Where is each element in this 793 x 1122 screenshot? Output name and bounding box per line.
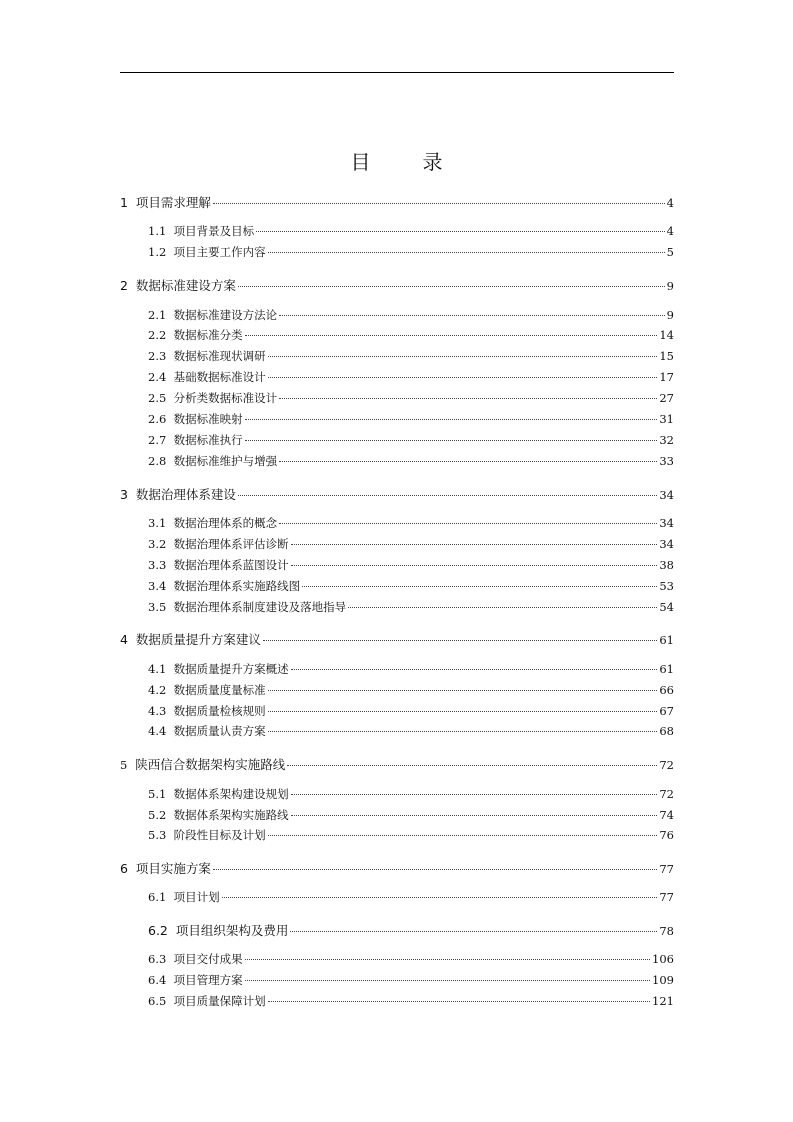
toc-entry-number: 2.1 (148, 308, 167, 322)
toc-entry-page: 61 (659, 662, 674, 676)
toc-entry-page: 67 (659, 704, 674, 718)
toc-entry-title: 数据标准执行 (173, 433, 243, 447)
toc-entry-number: 5.2 (148, 808, 167, 822)
dot-leader (268, 835, 658, 836)
dot-leader (263, 640, 657, 641)
toc-entry[interactable] (120, 193, 674, 211)
toc-entry-page: 121 (652, 994, 674, 1008)
dot-leader (348, 607, 657, 608)
dot-leader (279, 398, 657, 399)
dot-leader (287, 765, 657, 766)
toc-title: 目 录 (350, 150, 459, 174)
toc-entry[interactable] (148, 244, 674, 260)
dot-leader (213, 203, 665, 204)
toc-entry-page: 9 (666, 279, 674, 293)
toc-entry-page: 9 (666, 308, 674, 322)
toc-entry-title: 陕西信合数据架构实施路线 (135, 757, 286, 772)
toc-entry-page: 78 (659, 924, 674, 938)
toc-entry-number: 2.5 (148, 391, 167, 405)
toc-entry-number: 3.3 (148, 558, 167, 572)
toc-entry-title: 数据标准建设方法论 (173, 308, 278, 322)
toc-entry-page: 34 (659, 537, 674, 551)
toc-entry-title: 数据治理体系实施路线图 (173, 579, 301, 593)
header-rule (120, 72, 674, 73)
toc-entry-number: 5.3 (148, 828, 167, 842)
toc-entry-page: 33 (659, 454, 674, 468)
toc-entry-page: 76 (659, 828, 674, 842)
toc-entry-title: 项目管理方案 (173, 973, 243, 987)
toc-entry[interactable] (148, 515, 674, 531)
toc-entry-title: 数据标准维护与增强 (173, 454, 278, 468)
toc-entry-page: 109 (652, 973, 674, 987)
toc-entry-number: 2.6 (148, 412, 167, 426)
dot-leader (279, 315, 665, 316)
toc-entry-title: 数据质量认责方案 (173, 724, 266, 738)
dot-leader (291, 794, 658, 795)
toc-entry[interactable] (120, 485, 674, 503)
toc-entry-title: 项目计划 (173, 890, 220, 904)
toc-entry[interactable] (148, 369, 674, 385)
toc-entry-page: 66 (659, 683, 674, 697)
toc-entry-number: 1 (120, 195, 128, 210)
dot-leader (290, 931, 657, 932)
toc-entry-page: 54 (659, 600, 674, 614)
toc-entry-page: 61 (659, 633, 674, 647)
dot-leader (279, 523, 657, 524)
toc-entry[interactable] (148, 993, 674, 1009)
toc-entry-number: 2.8 (148, 454, 167, 468)
toc-entry-number: 2.4 (148, 370, 167, 384)
toc-entry-number: 6 (120, 861, 128, 876)
dot-leader (256, 231, 665, 232)
toc-entry-number: 3 (120, 487, 128, 502)
toc-entry-page: 106 (652, 952, 674, 966)
toc-entry[interactable] (148, 411, 674, 427)
toc-entry-number: 3.1 (148, 516, 167, 530)
dot-leader (291, 544, 658, 545)
toc-entry[interactable] (148, 703, 674, 719)
toc-entry-page: 38 (659, 558, 674, 572)
dot-leader (238, 495, 657, 496)
toc-entry-page: 14 (659, 328, 674, 342)
toc-entry-number: 4.1 (148, 662, 167, 676)
toc-entry-title: 数据标准映射 (173, 412, 243, 426)
toc-entry-title: 数据标准现状调研 (173, 349, 266, 363)
toc-entry[interactable] (148, 682, 674, 698)
toc-entry[interactable] (148, 889, 674, 905)
toc-entry[interactable] (148, 432, 674, 448)
dot-leader (291, 669, 658, 670)
toc-entry-page: 72 (659, 758, 674, 772)
toc-entry[interactable] (148, 223, 674, 239)
dot-leader (238, 286, 665, 287)
dot-leader (268, 252, 665, 253)
toc-entry-title: 项目需求理解 (135, 195, 211, 210)
toc-entry-title: 数据治理体系评估诊断 (173, 537, 289, 551)
toc-entry-number: 4 (120, 632, 128, 647)
toc-entry-page: 5 (666, 245, 674, 259)
toc-entry-number: 3.4 (148, 579, 167, 593)
toc-entry-page: 53 (659, 579, 674, 593)
toc-entry[interactable] (120, 630, 674, 648)
toc-entry-number: 6.1 (148, 890, 167, 904)
toc-entry-number: 6.4 (148, 973, 167, 987)
toc-entry[interactable] (148, 327, 674, 343)
toc-entry-page: 34 (659, 488, 674, 502)
toc-entry[interactable] (120, 859, 674, 877)
dot-leader (245, 419, 658, 420)
toc-entry-page: 4 (666, 224, 674, 238)
toc-entry[interactable] (148, 972, 674, 988)
toc-entry-title: 项目交付成果 (173, 952, 243, 966)
toc-entry-title: 数据质量检核规则 (173, 704, 266, 718)
toc-entry-title: 数据体系架构建设规划 (173, 787, 289, 801)
dot-leader (245, 980, 650, 981)
toc-entry-title: 项目实施方案 (135, 861, 211, 876)
toc-entry-page: 31 (659, 412, 674, 426)
toc-entry-page: 77 (659, 862, 674, 876)
toc-entry[interactable] (148, 348, 674, 364)
toc-entry-number: 6.2 (148, 923, 168, 938)
dot-leader (291, 565, 658, 566)
toc-entry-page: 4 (666, 196, 674, 210)
toc-entry-title: 项目组织架构及费用 (175, 923, 289, 938)
dot-leader (245, 440, 658, 441)
toc-entry-title: 项目背景及目标 (173, 224, 255, 238)
dot-leader (245, 335, 658, 336)
toc-entry-number: 2.7 (148, 433, 167, 447)
toc-entry-page: 15 (659, 349, 674, 363)
toc-entry[interactable] (148, 723, 674, 739)
toc-entry[interactable] (148, 390, 674, 406)
toc-entry-page: 74 (659, 808, 674, 822)
toc-entry[interactable] (120, 755, 674, 773)
dot-leader (268, 1001, 650, 1002)
toc-entry[interactable] (148, 807, 674, 823)
dot-leader (222, 897, 658, 898)
toc-entry-page: 77 (659, 890, 674, 904)
toc-entry[interactable] (148, 786, 674, 802)
toc-entry-page: 34 (659, 516, 674, 530)
toc-entry-title: 基础数据标准设计 (173, 370, 266, 384)
toc-entry-title: 数据质量提升方案建议 (135, 632, 261, 647)
toc-entry-title: 数据治理体系制度建设及落地指导 (173, 600, 347, 614)
toc-entry-title: 项目质量保障计划 (173, 994, 266, 1008)
toc-entry-number: 1.2 (148, 245, 167, 259)
toc-entry-page: 17 (659, 370, 674, 384)
toc-entry[interactable] (148, 921, 674, 939)
dot-leader (268, 356, 658, 357)
dot-leader (268, 731, 658, 732)
dot-leader (291, 815, 658, 816)
toc-entry-title: 分析类数据标准设计 (173, 391, 278, 405)
toc-entry-title: 数据治理体系建设 (135, 487, 236, 502)
toc-entry[interactable] (148, 307, 674, 323)
toc-entry-title: 数据治理体系蓝图设计 (173, 558, 289, 572)
toc-entry-number: 2.2 (148, 328, 167, 342)
toc-entry-title: 阶段性目标及计划 (173, 828, 266, 842)
dot-leader (279, 461, 657, 462)
toc-entry-title: 项目主要工作内容 (173, 245, 266, 259)
toc-entry-number: 2.3 (148, 349, 167, 363)
dot-leader (302, 586, 657, 587)
dot-leader (245, 959, 650, 960)
toc-entry-number: 5 (120, 758, 128, 772)
toc-entry-number: 6.5 (148, 994, 167, 1008)
toc-entry[interactable] (148, 557, 674, 573)
toc-entry-number: 6.3 (148, 952, 167, 966)
toc-entry-number: 4.3 (148, 704, 167, 718)
toc-entry-number: 3.2 (148, 537, 167, 551)
toc-entry-title: 数据体系架构实施路线 (173, 808, 289, 822)
toc-entry-title: 数据质量提升方案概述 (173, 662, 289, 676)
dot-leader (268, 690, 658, 691)
toc-entry-page: 72 (659, 787, 674, 801)
toc-entry-page: 68 (659, 724, 674, 738)
toc-entry[interactable] (148, 599, 674, 615)
dot-leader (268, 711, 658, 712)
toc-entry[interactable] (148, 951, 674, 967)
toc-entry-number: 4.2 (148, 683, 167, 697)
toc-entry-title: 数据治理体系的概念 (173, 516, 278, 530)
toc-entry[interactable] (148, 661, 674, 677)
toc-entry-number: 5.1 (148, 787, 167, 801)
toc-entry-number: 1.1 (148, 224, 167, 238)
toc-entry[interactable] (120, 276, 674, 294)
toc-entry-page: 27 (659, 391, 674, 405)
dot-leader (268, 377, 658, 378)
dot-leader (213, 869, 657, 870)
toc-entry-page: 32 (659, 433, 674, 447)
toc-entry-number: 2 (120, 278, 128, 293)
toc-entry[interactable] (148, 578, 674, 594)
toc-entry-number: 3.5 (148, 600, 167, 614)
toc-entry-number: 4.4 (148, 724, 167, 738)
toc-entry-title: 数据标准建设方案 (135, 278, 236, 293)
toc-entry-title: 数据质量度量标准 (173, 683, 266, 697)
toc-entry[interactable] (148, 827, 674, 843)
toc-entry[interactable] (148, 536, 674, 552)
toc-entry[interactable] (148, 453, 674, 469)
toc-entry-title: 数据标准分类 (173, 328, 243, 342)
